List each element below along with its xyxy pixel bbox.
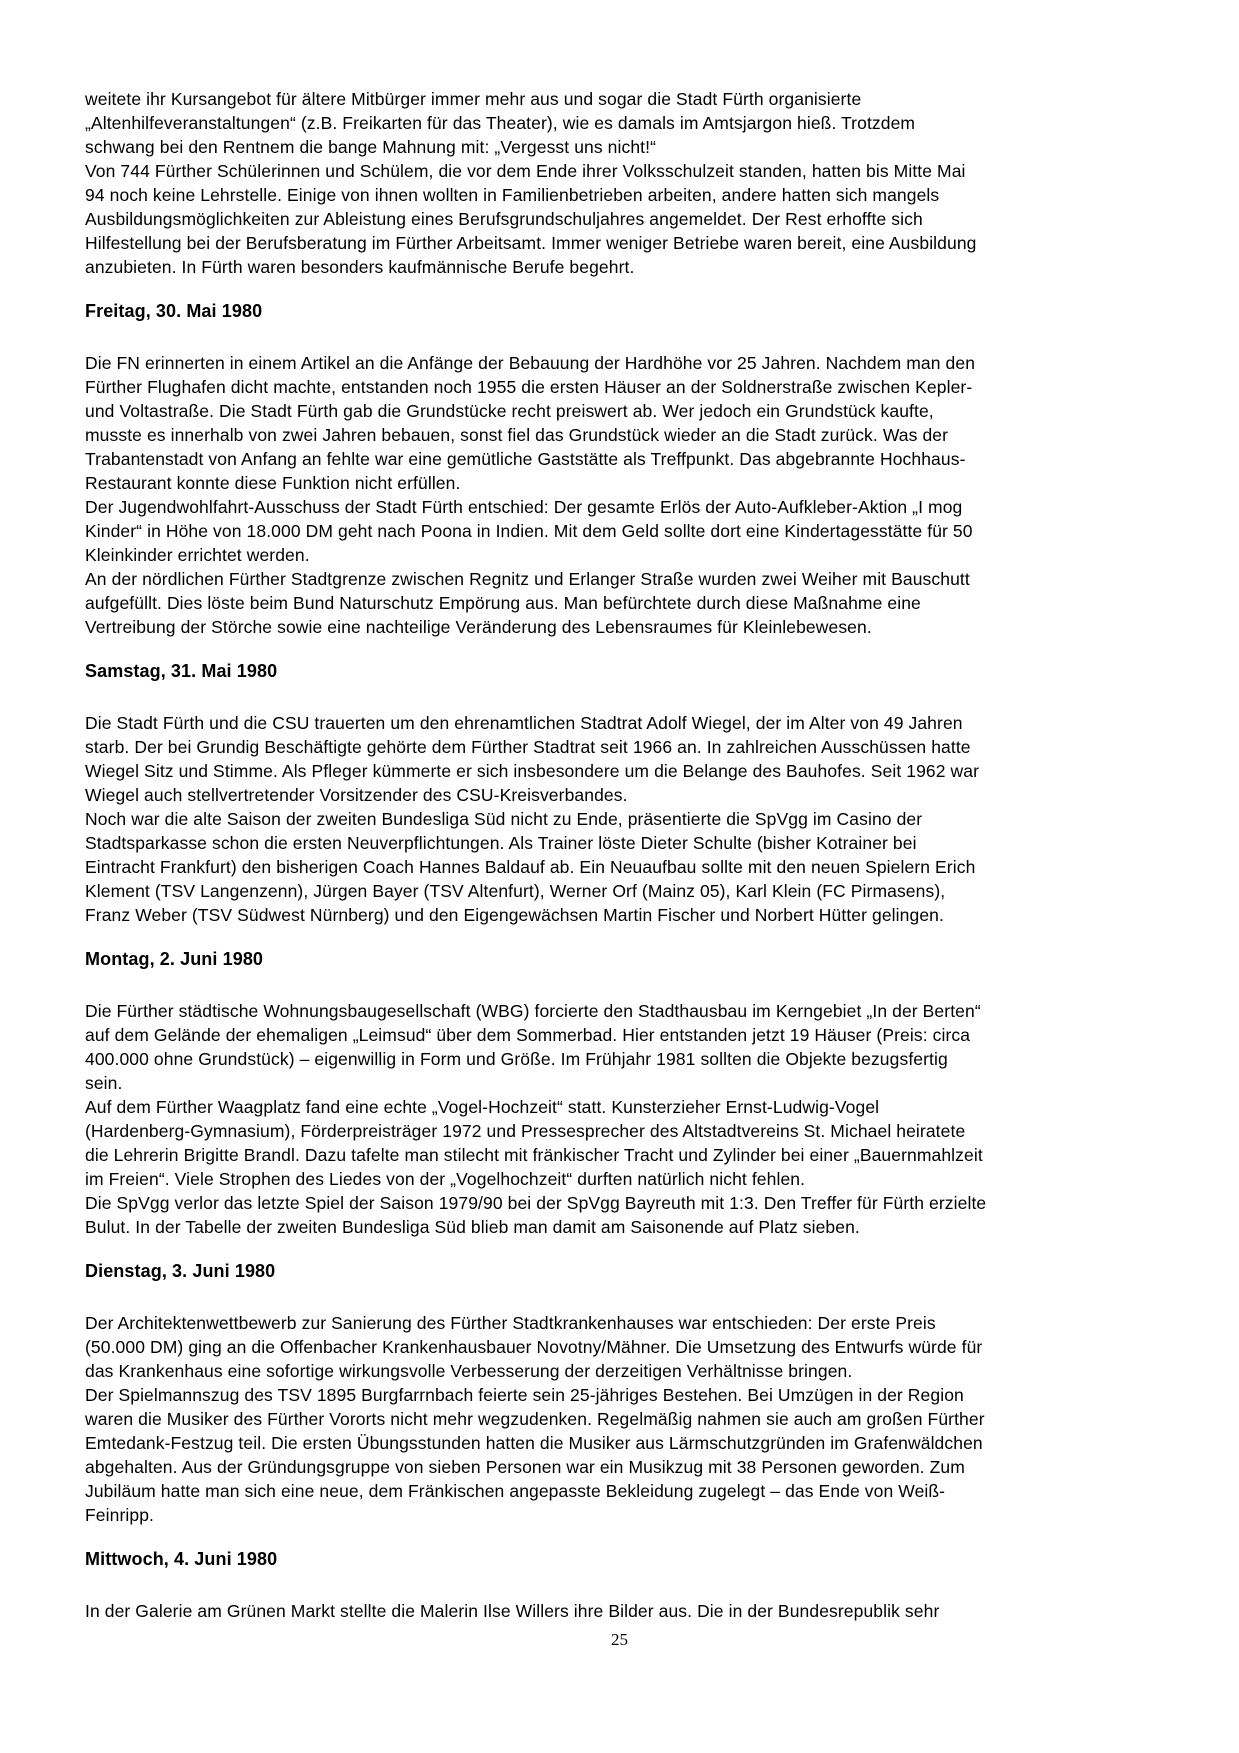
- paragraph: [85, 1311, 1185, 1383]
- text-line: Wiegel Sitz und Stimme. Als Pfleger kümmerte er sich insbesondere um die Belange des Bauhofes. Seit 1962 war: [85, 761, 980, 781]
- text-line: im Freien“. Viele Strophen des Liedes von der „Vogelhochzeit“ durften natürlich nicht fehlen.: [85, 1169, 806, 1189]
- text-line: Wiegel auch stellvertretender Vorsitzender des CSU-Kreisverbandes.: [85, 785, 628, 805]
- date-heading: Samstag, 31. Mai 1980: [85, 661, 278, 681]
- text-line: (Hardenberg-Gymnasium), Förderpreisträger 1972 und Pressesprecher des Altstadtvereins St. Michael heiratete: [85, 1121, 966, 1141]
- text-line: Franz Weber (TSV Südwest Nürnberg) und den Eigengewächsen Martin Fischer und Norbert Hütter gelingen.: [85, 905, 944, 925]
- text-line: An der nördlichen Fürther Stadtgrenze zwischen Regnitz und Erlanger Straße wurden zwei Weiher mit Bauschutt: [85, 569, 970, 589]
- text-line: Von 744 Fürther Schülerinnen und Schülem, die vor dem Ende ihrer Volksschulzeit standen, hatten bis Mitte Mai: [85, 161, 966, 181]
- text-line: „Altenhilfeveranstaltungen“ (z.B. Freikarten für das Theater), wie es damals im Amtsjargon hieß. Trotzdem: [85, 113, 916, 133]
- paragraph: [85, 351, 1185, 495]
- text-line: aufgefüllt. Dies löste beim Bund Naturschutz Empörung aus. Man befürchtete durch diese Maßnahme eine: [85, 593, 921, 613]
- paragraph: [85, 1191, 1185, 1239]
- text-line: Die Stadt Fürth und die CSU trauerten um den ehrenamtlichen Stadtrat Adolf Wiegel, der im Alter von 49 Jahren: [85, 713, 963, 733]
- text-line: starb. Der bei Grundig Beschäftigte gehörte dem Fürther Stadtrat seit 1966 an. In zahlreichen Ausschüssen hatte: [85, 737, 971, 757]
- text-line: und Voltastraße. Die Stadt Fürth gab die Grundstücke recht preiswert ab. Wer jedoch ein Grundstück kaufte,: [85, 401, 934, 421]
- text-line: Kinder“ in Höhe von 18.000 DM geht nach Poona in Indien. Mit dem Geld sollte dort eine Kindertagesstätte für 50: [85, 521, 973, 541]
- text-line: 94 noch keine Lehrstelle. Einige von ihnen wollten in Familienbetrieben arbeiten, andere hatten sich mangels: [85, 185, 940, 205]
- text-line: sein.: [85, 1073, 123, 1093]
- text-line: Vertreibung der Störche sowie eine nachteilige Veränderung des Lebensraumes für Kleinlebewesen.: [85, 617, 872, 637]
- paragraph: [85, 1095, 1185, 1191]
- text-line: Feinripp.: [85, 1505, 154, 1525]
- paragraph: [85, 807, 1185, 927]
- text-line: Emtedank-Festzug teil. Die ersten Übungsstunden hatten die Musiker aus Lärmschutzgründen im Grafenwäldchen: [85, 1433, 983, 1453]
- text-line: musste es innerhalb von zwei Jahren bebauen, sonst fiel das Grundstück wieder an die Stadt zurück. Was der: [85, 425, 949, 445]
- text-line: Trabantenstadt von Anfang an fehlte war eine gemütliche Gaststätte als Treffpunkt. Das abgebrannte Hochhaus-: [85, 449, 966, 469]
- text-line: weitete ihr Kursangebot für ältere Mitbürger immer mehr aus und sogar die Stadt Fürth organisierte: [85, 89, 862, 109]
- paragraph: [85, 495, 1185, 567]
- text-line: anzubieten. In Fürth waren besonders kaufmännische Berufe begehrt.: [85, 257, 635, 277]
- text-line: Noch war die alte Saison der zweiten Bundesliga Süd nicht zu Ende, präsentierte die SpVgg im Casino der: [85, 809, 923, 829]
- text-line: In der Galerie am Grünen Markt stellte die Malerin Ilse Willers ihre Bilder aus. Die in der Bundesrepublik sehr: [85, 1601, 940, 1621]
- paragraph: [85, 711, 1185, 807]
- page-number: 25: [611, 1630, 628, 1649]
- text-line: die Lehrerin Brigitte Brandl. Dazu tafelte man stilecht mit fränkischer Tracht und Zylinder bei einer „Bauernmahlzeit: [85, 1145, 983, 1165]
- paragraph: [85, 1599, 1185, 1623]
- paragraph: [85, 999, 1185, 1095]
- date-heading: Freitag, 30. Mai 1980: [85, 301, 263, 321]
- text-line: Kleinkinder errichtet werden.: [85, 545, 310, 565]
- text-line: Auf dem Fürther Waagplatz fand eine echte „Vogel-Hochzeit“ statt. Kunsterzieher Ernst-Ludwig-Vogel: [85, 1097, 880, 1117]
- text-line: (50.000 DM) ging an die Offenbacher Krankenhausbauer Novotny/Mähner. Die Umsetzung des Entwurfs würde für: [85, 1337, 983, 1357]
- text-line: Hilfestellung bei der Berufsberatung im Fürther Arbeitsamt. Immer weniger Betriebe waren bereit, eine Ausbildung: [85, 233, 977, 253]
- text-line: abgehalten. Aus der Gründungsgruppe von sieben Personen war ein Musikzug mit 38 Personen geworden. Zum: [85, 1457, 965, 1477]
- text-line: Jubiläum hatte man sich eine neue, dem Fränkischen angepasste Bekleidung zugelegt – das Ende von Weiß-: [85, 1481, 946, 1501]
- text-line: schwang bei den Rentnem die bange Mahnung mit: „Vergesst uns nicht!“: [85, 137, 657, 157]
- paragraph: [85, 159, 1185, 279]
- text-line: Der Spielmannszug des TSV 1895 Burgfarrnbach feierte sein 25-jähriges Bestehen. Bei Umzügen in der Region: [85, 1385, 964, 1405]
- date-heading: Mittwoch, 4. Juni 1980: [85, 1549, 278, 1569]
- document-body: [85, 87, 1185, 1623]
- text-line: waren die Musiker des Fürther Vororts nicht mehr wegzudenken. Regelmäßig nahmen sie auch am großen Fürther: [85, 1409, 985, 1429]
- date-heading: Montag, 2. Juni 1980: [85, 949, 264, 969]
- text-line: auf dem Gelände der ehemaligen „Leimsud“ über dem Sommerbad. Hier entstanden jetzt 19 Häuser (Preis: circa: [85, 1025, 971, 1045]
- text-line: Fürther Flughafen dicht machte, entstanden noch 1955 die ersten Häuser an der Soldnerstraße zwischen Kepler-: [85, 377, 973, 397]
- text-line: Bulut. In der Tabelle der zweiten Bundesliga Süd blieb man damit am Saisonende auf Platz sieben.: [85, 1217, 860, 1237]
- text-line: 400.000 ohne Grundstück) – eigenwillig in Form und Größe. Im Frühjahr 1981 sollten die Objekte bezugsfertig: [85, 1049, 948, 1069]
- text-line: Ausbildungsmöglichkeiten zur Ableistung eines Berufsgrundschuljahres angemeldet. Der Rest erhoffte sich: [85, 209, 923, 229]
- text-line: Die SpVgg verlor das letzte Spiel der Saison 1979/90 bei der SpVgg Bayreuth mit 1:3. Den Treffer für Fürth erzielte: [85, 1193, 987, 1213]
- text-line: Klement (TSV Langenzenn), Jürgen Bayer (TSV Altenfurt), Werner Orf (Mainz 05), Karl Klein (FC Pirmasens),: [85, 881, 946, 901]
- paragraph: [85, 87, 1185, 159]
- paragraph: [85, 1383, 1185, 1527]
- text-line: Eintracht Frankfurt) den bisherigen Coach Hannes Baldauf ab. Ein Neuaufbau sollte mit den neuen Spielern Erich: [85, 857, 976, 877]
- text-line: Die FN erinnerten in einem Artikel an die Anfänge der Bebauung der Hardhöhe vor 25 Jahren. Nachdem man den: [85, 353, 976, 373]
- text-line: Stadtsparkasse schon die ersten Neuverpflichtungen. Als Trainer löste Dieter Schulte (bisher Kotrainer bei: [85, 833, 917, 853]
- paragraph: [85, 567, 1185, 639]
- text-line: Der Jugendwohlfahrt-Ausschuss der Stadt Fürth entschied: Der gesamte Erlös der Auto-Aufkleber-Aktion „I mog: [85, 497, 963, 517]
- date-heading: Dienstag, 3. Juni 1980: [85, 1261, 276, 1281]
- text-line: das Krankenhaus eine sofortige wirkungsvolle Verbesserung der derzeitigen Verhältnisse bringen.: [85, 1361, 853, 1381]
- text-line: Die Fürther städtische Wohnungsbaugesellschaft (WBG) forcierte den Stadthausbau im Kerngebiet „In der Berten“: [85, 1001, 981, 1021]
- text-line: Der Architektenwettbewerb zur Sanierung des Fürther Stadtkrankenhauses war entschieden: Der erste Preis: [85, 1313, 936, 1333]
- text-line: Restaurant konnte diese Funktion nicht erfüllen.: [85, 473, 461, 493]
